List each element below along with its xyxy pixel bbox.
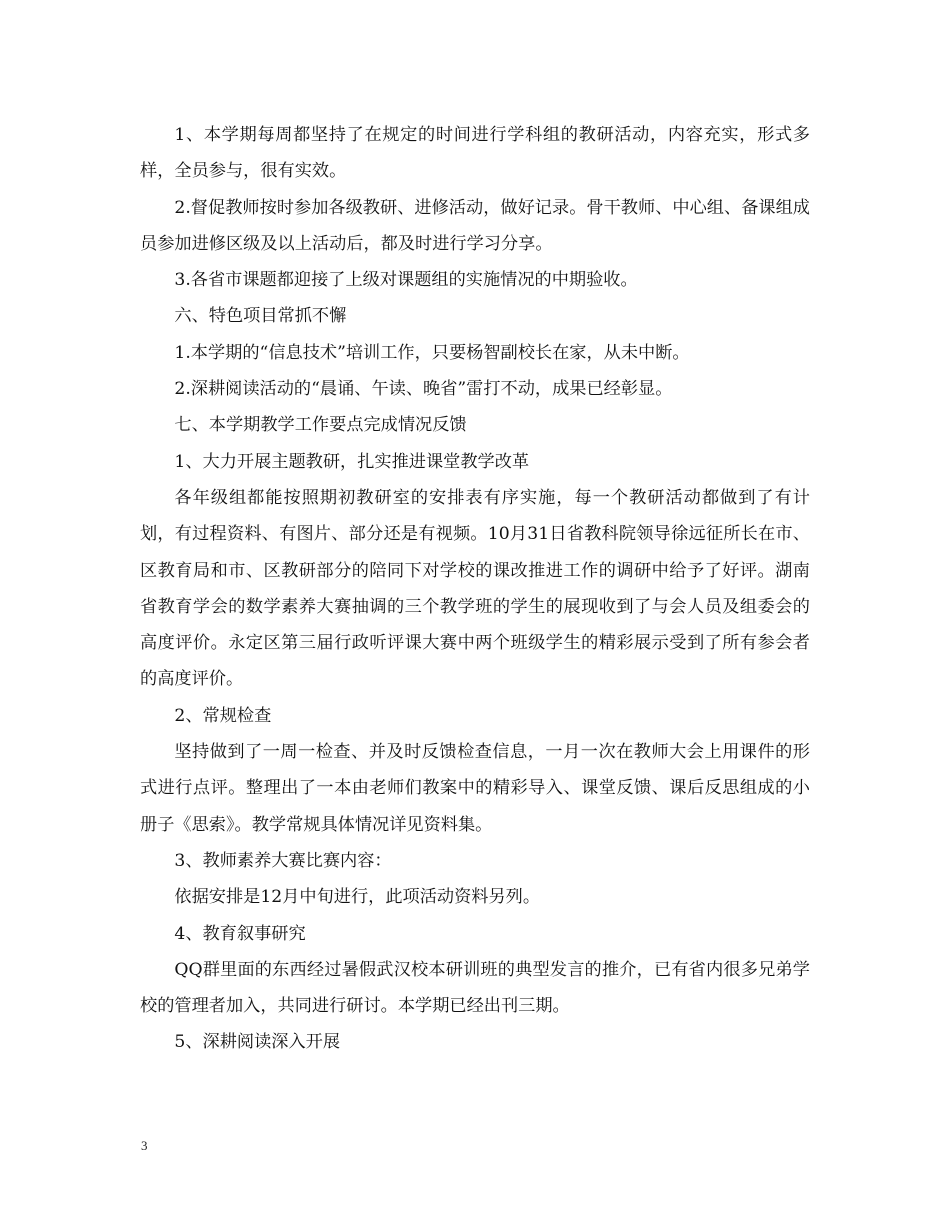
paragraph-grade-groups: 各年级组都能按照期初教研室的安排表有序实施，每一个教研活动都做到了有计划，有过程资料、有图片、部分还是有视频。10月31日省教科院领导徐远征所长在市、区教育局和市、区教研部分的陪同下对学校的课改推进工作的调研中给予了好评。湖南省教育学会的数学素养大赛抽调的三个教学班的学生的展现收到了与会人员及组委会的高度评价。永定区第三届行政听评课大赛中两个班级学生的精彩展示受到了所有参会者的高度评价。 xyxy=(140,487,810,690)
subheading-narrative-research: 4、教育叙事研究 xyxy=(174,923,306,944)
paragraph-competition-schedule: 依据安排是12月中旬进行，此项活动资料另列。 xyxy=(174,887,541,908)
paragraph-reading-activity: 2.深耕阅读活动的“晨诵、午读、晚省”雷打不动，成果已经彰显。 xyxy=(174,379,673,400)
subheading-routine-inspection: 2、常规检查 xyxy=(174,705,272,726)
paragraph-it-training: 1.本学期的“信息技术”培训工作，只要杨智副校长在家，从未中断。 xyxy=(174,342,690,363)
document-body xyxy=(140,117,810,1061)
subheading-theme-research: 1、大力开展主题教研，扎实推进课堂教学改革 xyxy=(174,451,530,472)
subheading-teacher-competition: 3、教师素养大赛比赛内容： xyxy=(174,850,392,871)
paragraph-qq-group: QQ群里面的东西经过暑假武汉校本研训班的典型发言的推介，已有省内很多兄弟学校的管理者加入，共同进行研讨。本学期已经出刊三期。 xyxy=(140,959,810,1017)
paragraph-teacher-training: 2.督促教师按时参加各级教研、进修活动，做好记录。骨干教师、中心组、备课组成员参加进修区级及以上活动后，都及时进行学习分享。 xyxy=(140,197,810,254)
paragraph-weekly-research: 1、本学期每周都坚持了在规定的时间进行学科组的教研活动，内容充实，形式多样，全员参与，很有实效。 xyxy=(140,125,810,182)
section-heading-featured-projects: 六、特色项目常抓不懈 xyxy=(174,306,347,327)
subheading-deep-reading: 5、深耕阅读深入开展 xyxy=(174,1032,341,1053)
page-number: 3 xyxy=(141,1138,148,1153)
paragraph-project-review: 3.各省市课题都迎接了上级对课题组的实施情况的中期验收。 xyxy=(174,270,638,291)
paragraph-weekly-inspection: 坚持做到了一周一检查、并及时反馈检查信息，一月一次在教师大会上用课件的形式进行点评。整理出了一本由老师们教案中的精彩导入、课堂反馈、课后反思组成的小册子《思索》。教学常规具体情况详见资料集。 xyxy=(140,742,810,835)
section-heading-feedback: 七、本学期教学工作要点完成情况反馈 xyxy=(174,415,467,436)
